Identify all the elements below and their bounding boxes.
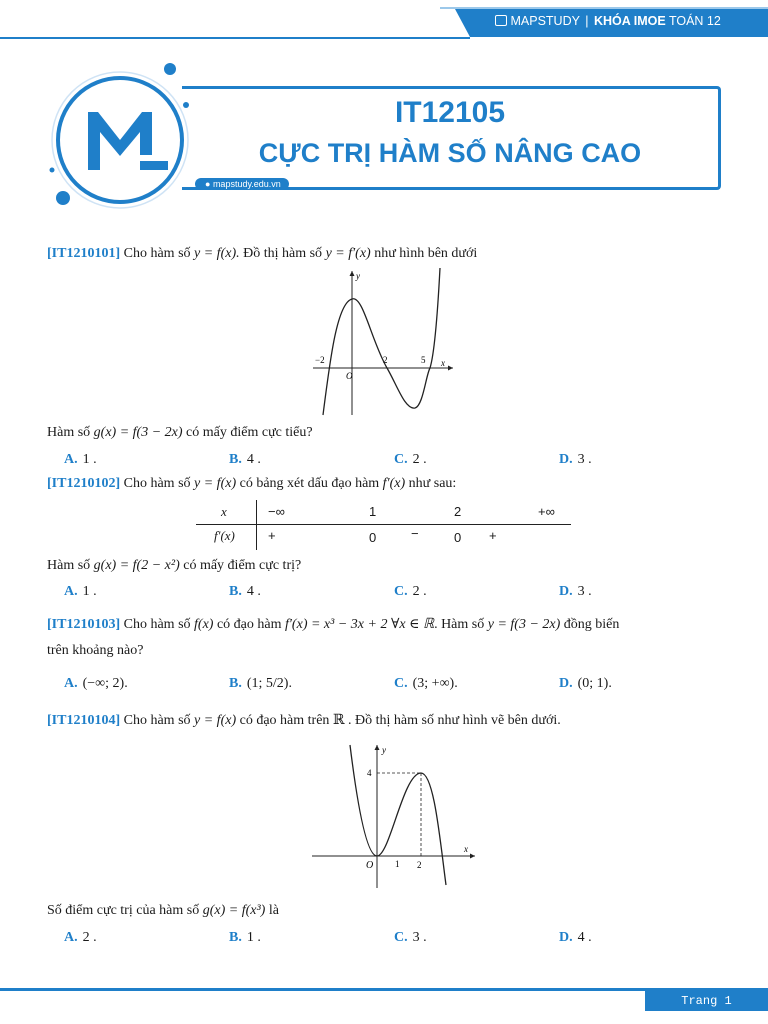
table-fprime-header: f′(x): [214, 528, 235, 543]
q4-option-d[interactable]: [559, 929, 592, 947]
q2-text-a: Cho hàm số: [120, 476, 195, 491]
q4-text-a: Cho hàm số: [120, 713, 195, 728]
q3-math-3: y = f(3 − 2x): [487, 617, 561, 632]
logo-emblem: [40, 60, 200, 220]
q4-function-graph: [310, 740, 480, 890]
q4-text-c: . Đồ thị hàm số như hình vẽ bên dưới.: [344, 713, 561, 728]
q3-math-2: f′(x) = x³ − 3x + 2 ∀x ∈ ℝ: [284, 617, 435, 632]
option-label: D.: [559, 584, 573, 599]
q3-option-d[interactable]: [559, 675, 612, 693]
table-x-1: 1: [369, 504, 377, 519]
lesson-title: CỰC TRỊ HÀM SỐ NÂNG CAO: [258, 138, 642, 168]
site-url[interactable]: ● mapstudy.edu.vn: [195, 178, 289, 190]
q4-graph-origin: O: [366, 860, 374, 871]
option-label: C.: [394, 676, 408, 691]
option-label: B.: [229, 676, 242, 691]
question-3-stem: [47, 616, 619, 634]
q2-ask-math: g(x) = f(2 − x²): [93, 558, 180, 573]
option-value: 4 .: [246, 584, 261, 599]
q1-option-b[interactable]: [229, 451, 261, 469]
q3-option-b[interactable]: [229, 675, 292, 693]
q2-ask-a: Hàm số: [47, 558, 94, 573]
option-label: B.: [229, 452, 242, 467]
q1-option-a[interactable]: [64, 451, 97, 469]
option-value: 1 .: [82, 584, 97, 599]
option-label: C.: [394, 930, 408, 945]
table-sign-3: +: [489, 528, 497, 543]
q1-math-2: y = f′(x): [325, 246, 371, 261]
question-1-ask: [47, 424, 313, 442]
q4-ask-math: g(x) = f(x³): [202, 903, 266, 918]
q4-math-1: y = f(x): [194, 713, 237, 728]
q3-text-a: Cho hàm số: [120, 617, 195, 632]
question-2-ask: [47, 557, 301, 575]
q2-math-2: f′(x): [382, 476, 406, 491]
q3-option-a[interactable]: [64, 675, 128, 693]
q4-math-2: ℝ: [332, 713, 345, 728]
option-value: 1 .: [246, 930, 261, 945]
option-value: 2 .: [412, 452, 427, 467]
q2-math-1: y = f(x): [194, 476, 237, 491]
table-x-plus-inf: +∞: [538, 504, 555, 519]
q4-graph-tick-1: 1: [395, 859, 400, 869]
question-1-id: [IT1210101]: [47, 246, 121, 261]
q2-option-a[interactable]: [64, 583, 97, 601]
option-value: 4 .: [246, 452, 261, 467]
brand-name: MAPSTUDY: [510, 14, 580, 28]
course-name: KHÓA IMOE: [593, 14, 666, 28]
q1-graph-y: y: [356, 271, 360, 281]
option-label: A.: [64, 930, 78, 945]
q3-math-1: f(x): [194, 617, 214, 632]
q2-sign-table: [196, 500, 571, 550]
table-x-minus-inf: −∞: [268, 504, 285, 519]
question-2-stem: [47, 475, 456, 493]
q4-graph-ytick: 4: [367, 768, 372, 778]
q2-option-b[interactable]: [229, 583, 261, 601]
option-label: D.: [559, 676, 573, 691]
q1-graph-origin: O: [346, 371, 353, 381]
q2-ask-b: có mấy điểm cực trị?: [179, 558, 302, 573]
q1-text-a: Cho hàm số: [120, 246, 195, 261]
option-value: 3 .: [577, 452, 592, 467]
q4-ask-b: là: [265, 903, 279, 918]
q1-text-c: như hình bên dưới: [370, 246, 478, 261]
question-4-ask: [47, 902, 279, 920]
option-label: A.: [64, 584, 78, 599]
option-value: 3 .: [412, 930, 427, 945]
option-value: 4 .: [577, 930, 592, 945]
q1-graph-x: x: [441, 358, 445, 368]
table-zero-1: 0: [369, 530, 377, 545]
q3-text-b: có đạo hàm: [213, 617, 285, 632]
question-4-id: [IT1210104]: [47, 713, 121, 728]
lesson-code: IT12105: [394, 96, 506, 129]
q2-text-c: như sau:: [405, 476, 457, 491]
q1-ask-a: Hàm số: [47, 425, 94, 440]
course-banner: [495, 14, 721, 28]
question-4-stem: [47, 712, 561, 730]
q1-text-b: Đồ thị hàm số: [239, 246, 326, 261]
option-value: (−∞; 2).: [82, 676, 128, 691]
q4-option-c[interactable]: [394, 929, 427, 947]
q1-graph-tick-2: 2: [383, 355, 388, 365]
table-x-2: 2: [454, 504, 462, 519]
question-2-id: [IT1210102]: [47, 476, 121, 491]
option-label: B.: [229, 930, 242, 945]
question-3-stem-line2: trên khoảng nào?: [47, 643, 144, 658]
q1-derivative-graph: [305, 265, 460, 420]
q3-text-c: . Hàm số: [434, 617, 488, 632]
q1-math-1: y = f(x).: [194, 246, 240, 261]
q3-text-d: đồng biến: [560, 617, 620, 632]
option-value: (0; 1).: [577, 676, 612, 691]
q3-option-c[interactable]: [394, 675, 458, 693]
option-label: B.: [229, 584, 242, 599]
option-value: (3; +∞).: [412, 676, 458, 691]
site-url-text: mapstudy.edu.vn: [212, 179, 281, 189]
q4-text-b: có đạo hàm trên: [236, 713, 333, 728]
table-sign-1: +: [268, 528, 276, 543]
table-sign-2: −: [411, 526, 419, 541]
option-label: C.: [394, 584, 408, 599]
option-label: A.: [64, 676, 78, 691]
q4-ask-a: Số điểm cực trị của hàm số: [47, 903, 203, 918]
q4-option-a[interactable]: [64, 929, 97, 947]
q1-option-d[interactable]: [559, 451, 592, 469]
q2-option-d[interactable]: [559, 583, 592, 601]
q4-option-b[interactable]: [229, 929, 261, 947]
option-value: 2 .: [412, 584, 427, 599]
option-label: C.: [394, 452, 408, 467]
q1-graph-tick-3: 5: [421, 355, 426, 365]
option-label: D.: [559, 452, 573, 467]
brand-separator: |: [585, 14, 589, 28]
q4-graph-tick-2: 2: [417, 860, 422, 870]
q1-ask-b: có mấy điểm cực tiểu?: [182, 425, 313, 440]
table-x-header: x: [221, 504, 227, 519]
q1-option-c[interactable]: [394, 451, 427, 469]
option-label: A.: [64, 452, 78, 467]
question-3-id: [IT1210103]: [47, 617, 121, 632]
option-value: 2 .: [82, 930, 97, 945]
header-decoration: [0, 0, 768, 60]
option-value: 1 .: [82, 452, 97, 467]
option-label: D.: [559, 930, 573, 945]
option-value: 3 .: [577, 584, 592, 599]
q2-option-c[interactable]: [394, 583, 427, 601]
table-zero-2: 0: [454, 530, 462, 545]
q2-text-b: có bảng xét dấu đạo hàm: [236, 476, 383, 491]
page-number: Trang 1: [645, 991, 768, 1011]
question-1-stem: [47, 245, 477, 263]
option-value: (1; 5/2).: [246, 676, 292, 691]
q4-graph-x: x: [464, 844, 468, 854]
q1-ask-math: g(x) = f(3 − 2x): [93, 425, 183, 440]
q4-graph-y: y: [382, 745, 386, 755]
course-subject: TOÁN 12: [668, 14, 721, 28]
q1-graph-tick-1: −2: [315, 355, 325, 365]
mapstudy-logo-icon: [495, 15, 507, 26]
